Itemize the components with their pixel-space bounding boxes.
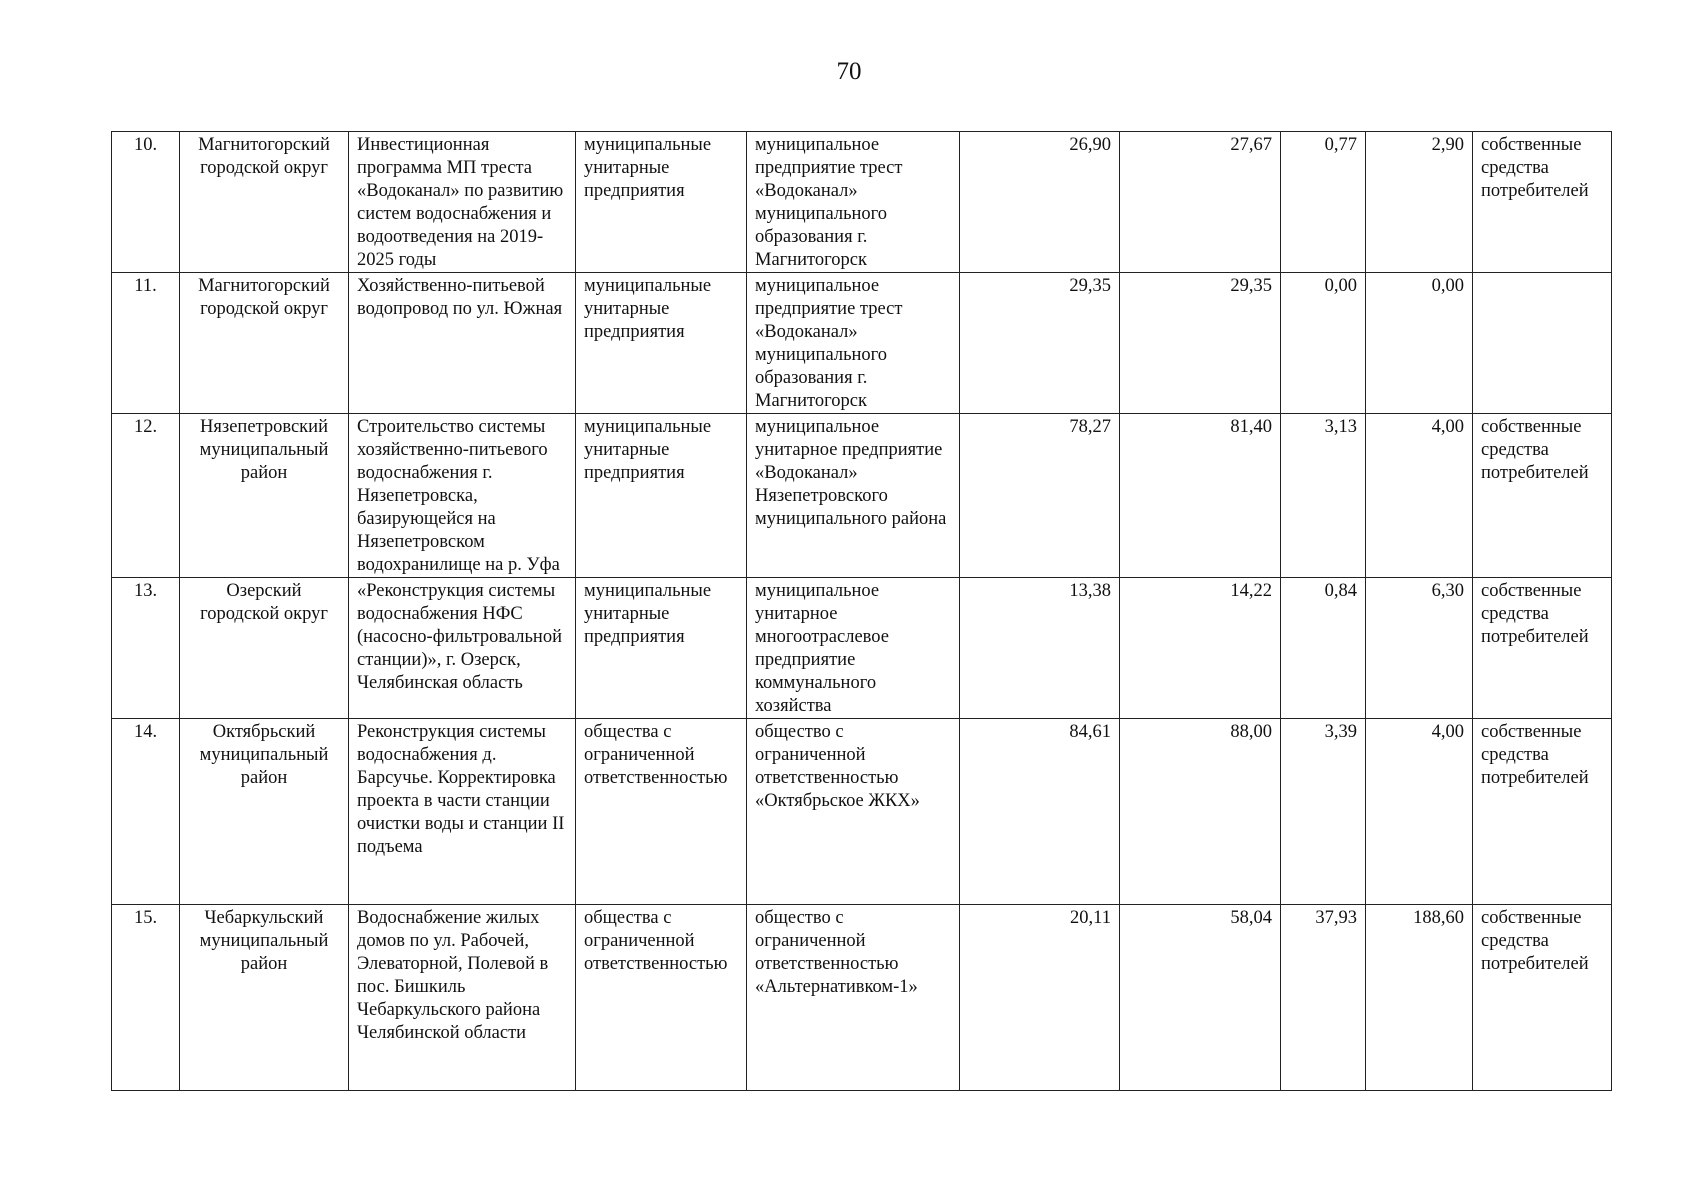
org-type-cell: общества с ограниченной ответственностью	[576, 905, 747, 1091]
project-cell: Инвестиционная программа МП треста «Водоканал» по развитию систем водоснабжения и водоотведения на 2019-2025 годы	[349, 132, 576, 273]
table-row	[112, 578, 1612, 719]
value-cell-3: 37,93	[1281, 905, 1366, 1091]
municipality-cell: Магнитогорский городской округ	[180, 273, 349, 414]
project-cell: Хозяйственно-питьевой водопровод по ул. Южная	[349, 273, 576, 414]
table-row	[112, 132, 1612, 273]
value-cell-1: 20,11	[960, 905, 1120, 1091]
value-cell-4: 6,30	[1366, 578, 1473, 719]
municipality-cell: Октябрьский муниципальный район	[180, 719, 349, 905]
value-cell-2: 27,67	[1120, 132, 1281, 273]
table-row	[112, 719, 1612, 905]
org-type-cell: муниципальные унитарные предприятия	[576, 414, 747, 578]
row-number: 11.	[112, 273, 180, 414]
municipality-cell: Магнитогорский городской округ	[180, 132, 349, 273]
value-cell-3: 0,00	[1281, 273, 1366, 414]
value-cell-1: 84,61	[960, 719, 1120, 905]
org-type-cell: муниципальные унитарные предприятия	[576, 578, 747, 719]
value-cell-1: 13,38	[960, 578, 1120, 719]
value-cell-4: 2,90	[1366, 132, 1473, 273]
funding-source-cell: собственные средства потребителей	[1473, 414, 1612, 578]
org-name-cell: муниципальное унитарное предприятие «Водоканал» Нязепетровского муниципального района	[747, 414, 960, 578]
project-cell: Строительство системы хозяйственно-питьевого водоснабжения г. Нязепетровска, базирующейся на Нязепетровском водохранилище на р. Уфа	[349, 414, 576, 578]
row-number: 13.	[112, 578, 180, 719]
table-row	[112, 905, 1612, 1091]
funding-source-cell	[1473, 273, 1612, 414]
value-cell-3: 3,13	[1281, 414, 1366, 578]
value-cell-1: 29,35	[960, 273, 1120, 414]
org-name-cell: общество с ограниченной ответственностью «Альтернативком-1»	[747, 905, 960, 1091]
value-cell-2: 58,04	[1120, 905, 1281, 1091]
value-cell-2: 29,35	[1120, 273, 1281, 414]
value-cell-4: 4,00	[1366, 719, 1473, 905]
org-name-cell: муниципальное предприятие трест «Водоканал» муниципального образования г. Магнитогорск	[747, 132, 960, 273]
funding-source-cell: собственные средства потребителей	[1473, 578, 1612, 719]
row-number: 10.	[112, 132, 180, 273]
value-cell-4: 0,00	[1366, 273, 1473, 414]
municipality-cell: Чебаркульский муниципальный район	[180, 905, 349, 1091]
org-name-cell: общество с ограниченной ответственностью «Октябрьское ЖКХ»	[747, 719, 960, 905]
project-cell: Водоснабжение жилых домов по ул. Рабочей, Элеваторной, Полевой в пос. Бишкиль Чебаркульского района Челябинской области	[349, 905, 576, 1091]
table-row	[112, 273, 1612, 414]
funding-source-cell: собственные средства потребителей	[1473, 905, 1612, 1091]
municipality-cell: Озерский городской округ	[180, 578, 349, 719]
municipality-cell: Нязепетровский муниципальный район	[180, 414, 349, 578]
project-cell: Реконструкция системы водоснабжения д. Барсучье. Корректировка проекта в части станции очистки воды и станции II подъема	[349, 719, 576, 905]
project-cell: «Реконструкция системы водоснабжения НФС (насосно-фильтровальной станции)», г. Озерск, Челябинская область	[349, 578, 576, 719]
value-cell-4: 4,00	[1366, 414, 1473, 578]
value-cell-3: 0,77	[1281, 132, 1366, 273]
investment-table	[111, 131, 1612, 1091]
value-cell-4: 188,60	[1366, 905, 1473, 1091]
value-cell-2: 88,00	[1120, 719, 1281, 905]
value-cell-3: 3,39	[1281, 719, 1366, 905]
row-number: 15.	[112, 905, 180, 1091]
funding-source-cell: собственные средства потребителей	[1473, 719, 1612, 905]
value-cell-2: 81,40	[1120, 414, 1281, 578]
org-name-cell: муниципальное унитарное многоотраслевое предприятие коммунального хозяйства	[747, 578, 960, 719]
value-cell-1: 26,90	[960, 132, 1120, 273]
org-type-cell: муниципальные унитарные предприятия	[576, 273, 747, 414]
org-name-cell: муниципальное предприятие трест «Водоканал» муниципального образования г. Магнитогорск	[747, 273, 960, 414]
page-number: 70	[836, 58, 862, 85]
row-number: 14.	[112, 719, 180, 905]
row-number: 12.	[112, 414, 180, 578]
org-type-cell: общества с ограниченной ответственностью	[576, 719, 747, 905]
value-cell-1: 78,27	[960, 414, 1120, 578]
value-cell-3: 0,84	[1281, 578, 1366, 719]
table-row	[112, 414, 1612, 578]
funding-source-cell: собственные средства потребителей	[1473, 132, 1612, 273]
value-cell-2: 14,22	[1120, 578, 1281, 719]
org-type-cell: муниципальные унитарные предприятия	[576, 132, 747, 273]
